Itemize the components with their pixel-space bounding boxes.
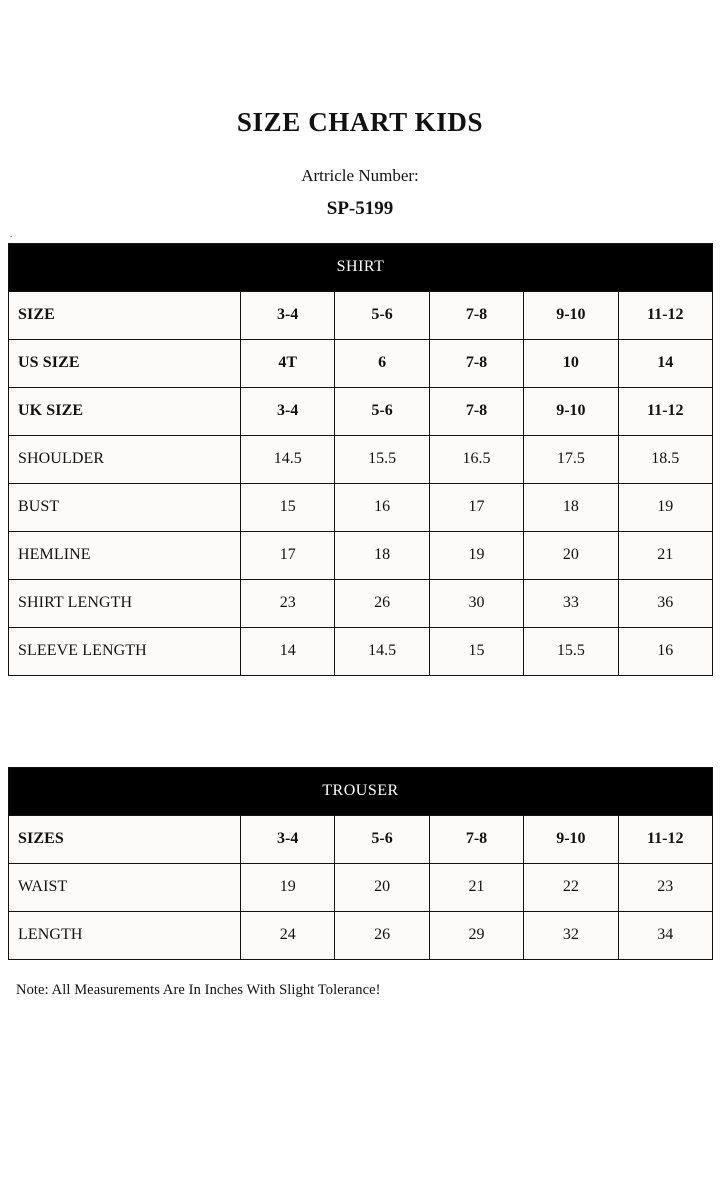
cell-value: 18.5 — [618, 435, 712, 483]
cell-value: 11-12 — [618, 815, 712, 863]
shirt-size-table — [8, 243, 713, 676]
size-chart-page — [0, 108, 720, 1188]
cell-value: 18 — [524, 483, 618, 531]
row-label: US SIZE — [9, 339, 241, 387]
cell-value: 33 — [524, 579, 618, 627]
cell-value: 15.5 — [335, 435, 429, 483]
shirt-table-body — [9, 291, 713, 675]
row-label: HEMLINE — [9, 531, 241, 579]
cell-value: 29 — [429, 911, 523, 959]
trouser-band-row — [9, 767, 713, 815]
cell-value: 9-10 — [524, 291, 618, 339]
cell-value: 3-4 — [241, 387, 335, 435]
cell-value: 7-8 — [429, 815, 523, 863]
cell-value: 23 — [618, 863, 712, 911]
table-row — [9, 579, 713, 627]
trouser-chart-block — [8, 767, 712, 960]
cell-value: 21 — [618, 531, 712, 579]
row-label: SLEEVE LENGTH — [9, 627, 241, 675]
cell-value: 16.5 — [429, 435, 523, 483]
cell-value: 16 — [618, 627, 712, 675]
row-label: SIZES — [9, 815, 241, 863]
cell-value: 19 — [618, 483, 712, 531]
cell-value: 14.5 — [241, 435, 335, 483]
cell-value: 34 — [618, 911, 712, 959]
shirt-band-row — [9, 243, 713, 291]
cell-value: 6 — [335, 339, 429, 387]
cell-value: 20 — [335, 863, 429, 911]
row-label: BUST — [9, 483, 241, 531]
cell-value: 9-10 — [524, 387, 618, 435]
cell-value: 30 — [429, 579, 523, 627]
cell-value: 7-8 — [429, 387, 523, 435]
cell-value: 19 — [429, 531, 523, 579]
cell-value: 7-8 — [429, 339, 523, 387]
cell-value: 10 — [524, 339, 618, 387]
table-row — [9, 911, 713, 959]
table-row — [9, 815, 713, 863]
row-label: LENGTH — [9, 911, 241, 959]
cell-value: 36 — [618, 579, 712, 627]
cell-value: 20 — [524, 531, 618, 579]
cell-value: 14 — [241, 627, 335, 675]
cell-value: 24 — [241, 911, 335, 959]
table-row — [9, 339, 713, 387]
article-number-value: SP-5199 — [326, 198, 394, 220]
cell-value: 3-4 — [241, 815, 335, 863]
cell-value: 17 — [429, 483, 523, 531]
cell-value: 32 — [524, 911, 618, 959]
row-label: WAIST — [9, 863, 241, 911]
table-row — [9, 531, 713, 579]
cell-value: 19 — [241, 863, 335, 911]
cell-value: 5-6 — [335, 291, 429, 339]
table-row — [9, 387, 713, 435]
shirt-chart-block — [8, 243, 712, 676]
shirt-band-title: SHIRT — [9, 243, 713, 291]
cell-value: 18 — [335, 531, 429, 579]
table-row — [9, 291, 713, 339]
measurement-note: Note: All Measurements Are In Inches With Slight Tolerance! — [16, 981, 381, 998]
cell-value: 9-10 — [524, 815, 618, 863]
stray-mark: . — [10, 228, 13, 239]
page-title: SIZE CHART KIDS — [236, 107, 484, 137]
cell-value: 26 — [335, 579, 429, 627]
cell-value: 5-6 — [335, 815, 429, 863]
row-label: UK SIZE — [9, 387, 241, 435]
cell-value: 11-12 — [618, 387, 712, 435]
article-number-label: Artricle Number: — [301, 165, 419, 185]
row-label: SHIRT LENGTH — [9, 579, 241, 627]
cell-value: 21 — [429, 863, 523, 911]
cell-value: 5-6 — [335, 387, 429, 435]
trouser-band-title: TROUSER — [9, 767, 713, 815]
cell-value: 17.5 — [524, 435, 618, 483]
row-label: SHOULDER — [9, 435, 241, 483]
cell-value: 15 — [429, 627, 523, 675]
cell-value: 14.5 — [335, 627, 429, 675]
cell-value: 15 — [241, 483, 335, 531]
table-row — [9, 483, 713, 531]
table-row — [9, 627, 713, 675]
table-row — [9, 435, 713, 483]
cell-value: 22 — [524, 863, 618, 911]
cell-value: 11-12 — [618, 291, 712, 339]
cell-value: 7-8 — [429, 291, 523, 339]
trouser-table-body — [9, 815, 713, 959]
cell-value: 4T — [241, 339, 335, 387]
row-label: SIZE — [9, 291, 241, 339]
cell-value: 17 — [241, 531, 335, 579]
cell-value: 16 — [335, 483, 429, 531]
cell-value: 15.5 — [524, 627, 618, 675]
cell-value: 3-4 — [241, 291, 335, 339]
trouser-size-table — [8, 767, 713, 960]
cell-value: 14 — [618, 339, 712, 387]
table-row — [9, 863, 713, 911]
cell-value: 23 — [241, 579, 335, 627]
cell-value: 26 — [335, 911, 429, 959]
